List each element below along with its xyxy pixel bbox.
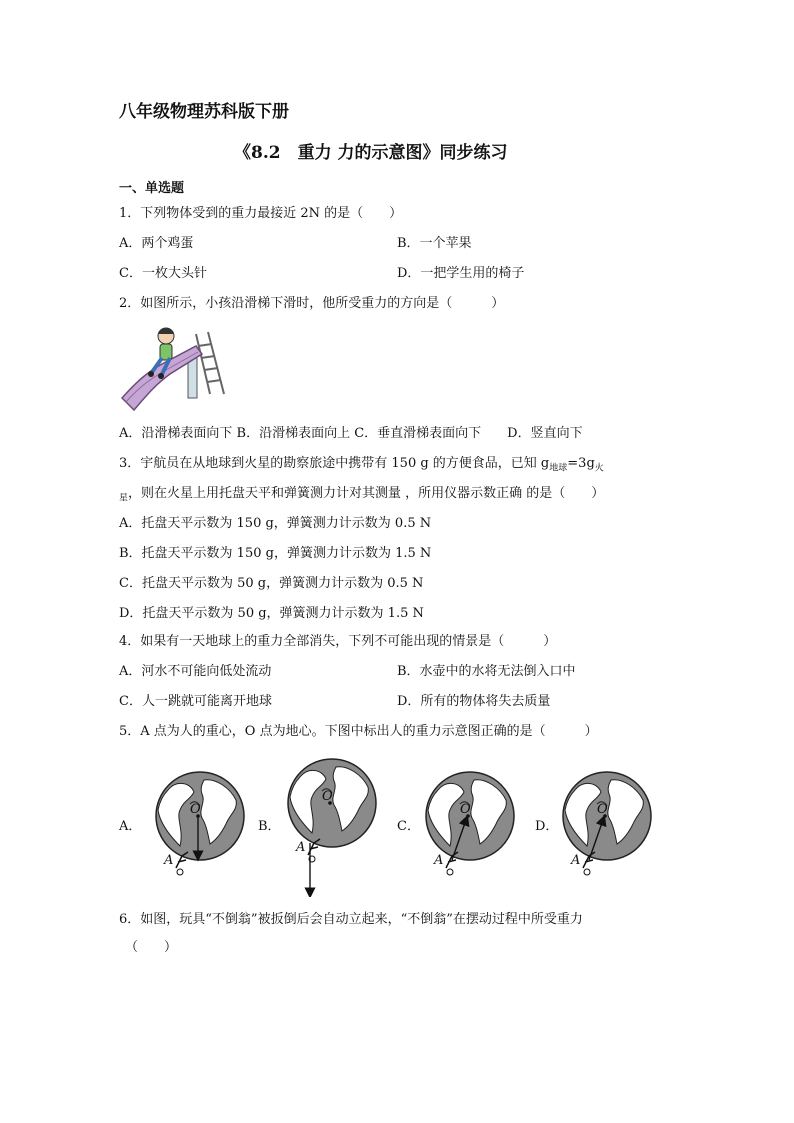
q3-option-a: A．托盘天平示数为 150 g，弹簧测力计示数为 0.5 N — [119, 516, 432, 531]
q1-option-c: C．一枚大头针 — [119, 266, 207, 281]
q3-sub-mars2: 星 — [119, 493, 129, 504]
globe-label-a: A — [296, 840, 306, 855]
q1-option-a: A．两个鸡蛋 — [119, 236, 194, 251]
slide-illustration — [118, 322, 228, 414]
globe-label-a: A — [164, 853, 174, 868]
child-body — [160, 344, 172, 360]
globe-label-a: A — [571, 853, 581, 868]
q3-option-d: D．托盘天平示数为 50 g，弹簧测力计示数为 1.5 N — [119, 606, 424, 621]
q3-option-b: B．托盘天平示数为 150 g，弹簧测力计示数为 1.5 N — [119, 546, 432, 561]
globe-figure-d — [557, 770, 657, 880]
q6-paren: （ ） — [125, 940, 178, 955]
q1-option-d: D．一把学生用的椅子 — [397, 266, 525, 281]
q2-options: A．沿滑梯表面向下 B．沿滑梯表面向上 C．垂直滑梯表面向下 D．竖直向下 — [119, 426, 583, 441]
ladder-shape — [196, 332, 224, 394]
globe-figure-c — [420, 770, 520, 880]
q3-option-c: C．托盘天平示数为 50 g，弹簧测力计示数为 0.5 N — [119, 576, 424, 591]
q2-stem: 2．如图所示，小孩沿滑梯下滑时，他所受重力的方向是（ ） — [119, 296, 505, 311]
page-title: 《8.2 重力 力的示意图》同步练习 — [234, 143, 508, 163]
q5-label-c: C． — [397, 819, 420, 834]
globe-figure-a — [150, 770, 250, 880]
q3-text-a: 3．宇航员在从地球到火星的勘察旅途中携带有 150 g 的方便食品，已知 g — [119, 456, 550, 471]
q3-sub-mars: 火 — [594, 463, 604, 474]
q3-text-b: ，则在火星上用托盘天平和弹簧测力计对其测量 ，所用仪器示数正确 的是（ ） — [128, 486, 605, 501]
q3-eq: =3g — [567, 456, 595, 471]
section-heading: 一、单选题 — [119, 181, 185, 196]
q5-label-a: A． — [119, 819, 142, 834]
q1-option-b: B．一个苹果 — [397, 236, 472, 251]
globe-label-o: O — [190, 802, 201, 817]
globe-label-a: A — [434, 853, 444, 868]
q4-option-a: A．河水不可能向低处流动 — [119, 664, 272, 679]
q5-label-d: D． — [535, 819, 559, 834]
globe-label-o: O — [460, 802, 471, 817]
page-subtitle: 八年级物理苏科版下册 — [119, 102, 289, 122]
q3-stem-line2 — [119, 486, 604, 507]
q4-option-b: B．水壶中的水将无法倒入口中 — [397, 664, 576, 679]
q5-label-b: B． — [258, 819, 281, 834]
globe-label-o: O — [597, 802, 608, 817]
globe-label-o: O — [322, 789, 333, 804]
q4-stem: 4．如果有一天地球上的重力全部消失，下列不可能出现的情景是（ ） — [119, 634, 557, 649]
q5-stem: 5．A 点为人的重心，O 点为地心。下图中标出人的重力示意图正确的是（ ） — [119, 724, 598, 739]
q3-stem-line1 — [119, 456, 604, 477]
globe-figure-b — [282, 757, 382, 897]
q3-sub-earth: 地球 — [549, 463, 568, 474]
q6-stem: 6．如图，玩具“不倒翁”被扳倒后会自动立起来，“不倒翁”在摆动过程中所受重力 — [119, 912, 583, 927]
q4-option-c: C．人一跳就可能离开地球 — [119, 694, 272, 709]
q4-option-d: D．所有的物体将失去质量 — [397, 694, 551, 709]
q1-stem: 1．下列物体受到的重力最接近 2N 的是（ ） — [119, 206, 403, 221]
